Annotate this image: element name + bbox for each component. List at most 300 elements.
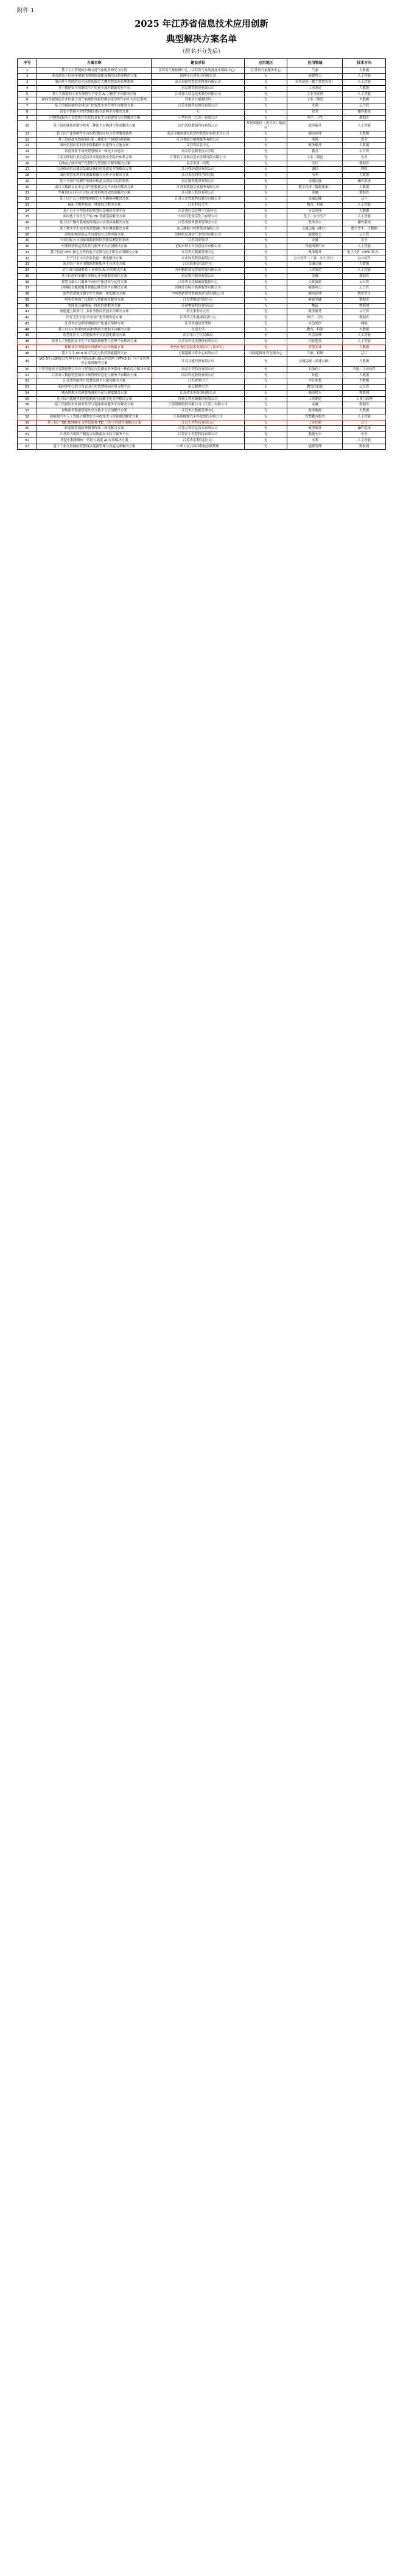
cell-solution-name: 工业互联网行业信息技术应用创新安全防护体系方案 <box>37 155 152 161</box>
cell-tech: 人工智能 <box>343 244 386 250</box>
cell-field: 能源 <box>287 137 343 143</box>
cell-solution-name: 基于国产 TJB DD00-5 分控仪器和 TJC 工控子控制终端解决方案 <box>37 420 152 426</box>
cell-tech: 大数据 <box>343 97 386 103</box>
table-row <box>18 344 386 351</box>
cell-region: 无 <box>244 315 287 321</box>
cell-unit: 国昌科技股份有限公司 <box>152 372 245 379</box>
cell-region: 无 <box>244 432 287 438</box>
cell-field: 金融 <box>287 273 343 279</box>
cell-tech: 操作系统 <box>343 426 386 432</box>
cell-index: 30 <box>18 244 37 250</box>
cell-tech: 操作系统 <box>343 109 386 115</box>
cell-solution-name: 基于信创的金融行业核心业务数据库替代方案 <box>37 273 152 279</box>
table-row <box>18 333 386 339</box>
cell-index: 19 <box>18 178 37 184</box>
cell-tech: 数据库 <box>343 273 386 279</box>
cell-unit: 苏州物流科技有限公司 <box>152 303 245 309</box>
cell-field: 化工／安全生产 <box>287 214 343 220</box>
cell-index: 50 <box>18 366 37 372</box>
page-title-line1: 2025 年江苏省信息技术应用创新 <box>135 19 268 29</box>
cell-unit: 江苏安科技术股份有限公司 <box>152 339 245 345</box>
cell-region: 无 <box>244 149 287 155</box>
cell-solution-name: 车联网智联运营监控与服务平台信创解决方案 <box>37 244 152 250</box>
cell-tech: 人工智能 <box>343 268 386 274</box>
cell-unit: 江苏江宁智慧科技有限公司 <box>152 432 245 438</box>
cell-field: 交通运输（港口） <box>287 226 343 232</box>
cell-region: 无 <box>244 256 287 262</box>
cell-tech: 安全 <box>343 238 386 244</box>
cell-field: 交通运输 <box>287 262 343 268</box>
cell-unit: 中国石化南京化工有限公司 <box>152 214 245 220</box>
cell-field: 智慧教育服务 <box>287 414 343 420</box>
cell-index: 35 <box>18 273 37 279</box>
cell-field: 数据安全 <box>287 432 343 438</box>
table-row <box>18 279 386 285</box>
cell-unit: 国网江苏综合能源服务有限公司 <box>152 285 245 291</box>
cell-tech: 大数据 <box>343 408 386 414</box>
cell-unit: 江苏云智信息技术有限公司 <box>152 426 245 432</box>
cell-index: 16 <box>18 161 37 167</box>
cell-field: 政务服务 <box>287 250 343 256</box>
table-row <box>18 226 386 232</box>
cell-index: 15 <box>18 155 37 161</box>
cell-region: 无 <box>244 327 287 333</box>
cell-unit: 无锡车联天下信息技术有限公司 <box>152 244 245 250</box>
table-row <box>18 385 386 391</box>
cell-index: 12 <box>18 137 37 143</box>
cell-solution-name: 省级政务数据资源共享交换平台信创解决方案 <box>37 408 152 414</box>
cell-unit: 永中软件股份有限公司 <box>152 256 245 262</box>
cell-tech: 芯片 <box>343 420 386 426</box>
cell-index: 57 <box>18 408 37 414</box>
cell-index: 8 <box>18 109 37 115</box>
table-row <box>18 321 386 327</box>
cell-region: 无 <box>244 184 287 190</box>
cell-tech: 大数据 <box>343 344 386 351</box>
cell-field: 交通运输 <box>287 178 343 184</box>
cell-unit: 江苏省文化和旅游数据中心 <box>152 279 245 285</box>
cell-unit: 江苏省综合能源服务有限公司 <box>152 137 245 143</box>
cell-tech: 大数据 <box>343 85 386 91</box>
table-row <box>18 262 386 268</box>
cell-tech: 人工智能 <box>343 74 386 80</box>
cell-field: 能源电力 <box>287 232 343 238</box>
column-header-index: 序号 <box>18 59 37 68</box>
cell-region: 无 <box>244 344 287 351</box>
cell-index: 24 <box>18 208 37 214</box>
cell-region: 无 <box>244 137 287 143</box>
cell-field: 政务 <box>287 109 343 115</box>
cell-solution-name: 智慧水利流域统一管控与调度 AI 应用解决方案 <box>37 438 152 444</box>
cell-unit: 苏州精锐视觉智能科技有限公司 <box>152 268 245 274</box>
cell-solution-name: 江苏省当用国产制造交易数据安全综合服务平台 <box>37 432 152 438</box>
column-header-tech: 技术方向 <box>343 59 386 68</box>
cell-region: 无 <box>244 366 287 372</box>
cell-unit: 国网江苏省电力有限公司 <box>152 74 245 80</box>
cell-field: 能源电力 <box>287 285 343 291</box>
cell-region: 无 <box>244 321 287 327</box>
cell-unit: 无 <box>152 109 245 115</box>
cell-region: 无 <box>244 379 287 385</box>
cell-field: 社会治理 <box>287 333 343 339</box>
table-row <box>18 244 386 250</box>
cell-region: 国家超级计算无锡中心 <box>244 351 287 357</box>
cell-region: 无 <box>244 408 287 414</box>
cell-field: 水利 <box>287 103 343 110</box>
table-row <box>18 379 386 385</box>
column-header-name: 方案名称 <box>37 59 152 68</box>
cell-tech: 工业互联网 <box>343 396 386 402</box>
cell-unit: 南京地铁集团有限公司 <box>152 178 245 184</box>
cell-unit: 江苏省卫生健康信息中心 <box>152 315 245 321</box>
cell-index: 13 <box>18 143 37 149</box>
cell-solution-name: 国家电网信创云平台建设与迁移实施方案 <box>37 232 152 238</box>
cell-region: 无 <box>244 291 287 298</box>
cell-unit: 江苏省水务集团有限公司 <box>152 390 245 396</box>
table-row <box>18 137 386 143</box>
cell-index: 45 <box>18 333 37 339</box>
cell-field: 水利 <box>287 438 343 444</box>
cell-unit: 江苏省信息中心 <box>152 143 245 149</box>
table-row <box>18 303 386 309</box>
cell-unit: 苏州市计量测试院 <box>152 97 245 103</box>
cell-region: 无 <box>244 426 287 432</box>
cell-unit: 江苏省大数据管理中心 <box>152 250 245 256</box>
cell-solution-name: 财务管理国产化替代与智能核算解决方案 <box>37 297 152 303</box>
cell-region: 无 <box>244 97 287 103</box>
table-row <box>18 131 386 137</box>
cell-solution-name: 无线电子病历国产化替代与智慧医疗服务解决方案 <box>37 161 152 167</box>
cell-solution-name: 基于数字孪生技术的智慧港口作业调度解决方案 <box>37 226 152 232</box>
cell-tech: 人工智能 <box>343 121 386 131</box>
cell-field: 医疗、卫生 <box>287 115 343 121</box>
cell-tech: 安全 <box>343 432 386 438</box>
table-header-row <box>18 59 386 68</box>
table-row <box>18 357 386 367</box>
table-row <box>18 178 386 184</box>
cell-unit: 江苏省大数据管理中心 <box>152 408 245 414</box>
cell-tech: 芯片 <box>343 351 386 357</box>
solutions-table <box>17 58 386 450</box>
cell-solution-name: 面向智能制造企业的基于国产软硬件体系的数字化管理平台中台信息系统 <box>37 97 152 103</box>
cell-region: 无 <box>244 232 287 238</box>
cell-unit: 江苏新能源汽车科技股份有限公司 <box>152 414 245 420</box>
cell-unit: 江苏省工业和信息安全研究院有限公司 <box>152 155 245 161</box>
cell-unit: 南京市第一医院 <box>152 161 245 167</box>
cell-unit: 江苏天安智联科技股份有限公司 <box>152 197 245 203</box>
cell-tech: 数据库 <box>343 190 386 197</box>
cell-solution-name: 基于数据安全的钢铁生产质量全流程数据管控平台 <box>37 85 152 91</box>
cell-region: 无 <box>244 85 287 91</box>
cell-tech: 电子文件（OFD 版式） <box>343 250 386 256</box>
cell-unit: 中电科新型智慧城市研究院有限公司 <box>152 291 245 298</box>
cell-index: 58 <box>18 414 37 420</box>
cell-tech: 大数据 <box>343 173 386 179</box>
cell-index: 5 <box>18 91 37 97</box>
cell-field: 金融 <box>287 190 343 197</box>
page-title-line2: 典型解决方案名单 <box>166 34 237 45</box>
cell-field: 文化旅游 <box>287 279 343 285</box>
cell-solution-name: 新能源汽车人工智能大模型安全可控技术与智能制造解决方案 <box>37 414 152 420</box>
cell-unit: 江苏省应急管理厅信息中心 <box>152 208 245 214</box>
cell-unit: 中华人民共和国科技创新集团 <box>152 444 245 450</box>
cell-solution-name: 面向化工安全生产的 HK 智能巡检解决方案 <box>37 214 152 220</box>
cell-tech: 大数据 <box>343 379 386 385</box>
cell-field: 工业控制 <box>287 420 343 426</box>
cell-region: 无 <box>244 333 287 339</box>
table-row <box>18 291 386 298</box>
cell-solution-name: 要求人工智能的安全生产在线监测预警与管理平台解决方案 <box>37 339 152 345</box>
cell-tech: 人工智能 <box>343 80 386 86</box>
table-row <box>18 285 386 291</box>
cell-solution-name: 海事信产业应用数据智能服务平台建设方案 <box>37 262 152 268</box>
table-row <box>18 256 386 262</box>
table-row <box>18 414 386 420</box>
cell-index: 43 <box>18 321 37 327</box>
table-row <box>18 214 386 220</box>
cell-region: 无 <box>244 190 287 197</box>
cell-tech: 云计算 <box>343 232 386 238</box>
table-row <box>18 366 386 372</box>
cell-index: 9 <box>18 115 37 121</box>
cell-region: 无 <box>244 262 287 268</box>
cell-field: 工业制造 <box>287 85 343 91</box>
cell-tech: 人工智能 <box>343 202 386 208</box>
cell-index: 51 <box>18 372 37 379</box>
cell-tech: 安全 <box>343 155 386 161</box>
cell-field: 数字经济（数据要素） <box>287 184 343 190</box>
cell-solution-name: 基于信创体系的数字政务一体化平台构建与集成解决方案 <box>37 121 152 131</box>
cell-index: 31 <box>18 250 37 256</box>
table-row <box>18 268 386 274</box>
cell-field: 石油化工 <box>287 366 343 372</box>
cell-index: 53 <box>18 385 37 391</box>
table-row <box>18 408 386 414</box>
table-row <box>18 149 386 155</box>
cell-unit: 机关事务办公室 <box>152 309 245 315</box>
cell-unit: 南京市城市建设投资控股集团有限责任公司 <box>152 131 245 137</box>
cell-solution-name: 面向多中心的分布式国产化智慧校园应用支撑平台 <box>37 385 152 391</box>
cell-region: 无 <box>244 268 287 274</box>
cell-unit: 江苏省政务服务管理办公室 <box>152 220 245 226</box>
cell-tech: 数据库 <box>343 161 386 167</box>
cell-tech: 大数据 <box>343 143 386 149</box>
cell-index: 18 <box>18 173 37 179</box>
cell-solution-name: 智能化仓储物流一体化信创解决方案 <box>37 303 152 309</box>
cell-field: 财政金融 <box>287 297 343 303</box>
cell-region: 无 <box>244 309 287 315</box>
column-header-region: 应用地区 <box>244 59 287 68</box>
cell-index: 14 <box>18 149 37 155</box>
cell-field: 审计监督 <box>287 379 343 385</box>
table-row <box>18 68 386 74</box>
cell-region: 无 <box>244 285 287 291</box>
cell-region: 无 <box>244 238 287 244</box>
table-row <box>18 85 386 91</box>
cell-index: 32 <box>18 256 37 262</box>
cell-field: 交通运输 <box>287 197 343 203</box>
cell-unit: 江苏移动通信有限公司 <box>152 167 245 173</box>
cell-unit: 江苏海事局信息中心 <box>152 262 245 268</box>
cell-solution-name: 基于国产芯片的智能网联汽车车路协同解决方案 <box>37 197 152 203</box>
cell-unit: 江苏银联股份有限公司（江苏）有限公司 <box>152 402 245 408</box>
cell-tech: 大数据 <box>343 357 386 367</box>
cell-region: 无 <box>244 208 287 214</box>
cell-index: 33 <box>18 262 37 268</box>
table-row <box>18 444 386 450</box>
cell-solution-name: 国网综合能源服务智能运维管控平台解决方案 <box>37 285 152 291</box>
table-row <box>18 208 386 214</box>
cell-solution-name: IAS 智行公路综合管理平台应用的高速公路运营管理（VTHS.5）与产业管理中心系统解决方案 <box>37 357 152 367</box>
cell-index: 48 <box>18 351 37 357</box>
cell-index: 11 <box>18 131 37 137</box>
cell-index: 37 <box>18 285 37 291</box>
cell-tech: 人工智能 <box>343 414 386 420</box>
cell-region: 苏州高新区（虎丘区）数据局 <box>244 121 287 131</box>
cell-solution-name: 基于大数据的工业互联网生产安全 AI 大模型平台解决方案 <box>37 91 152 97</box>
cell-unit: 南京易联智慧农业科技有限公司 <box>152 80 245 86</box>
cell-region: 无 <box>244 115 287 121</box>
cell-solution-name: 基于自主可控技术的智慧应急指挥管理平台 <box>37 208 152 214</box>
table-row <box>18 167 386 173</box>
cell-region: 无 <box>244 438 287 444</box>
cell-unit: 南京银行股份有限公司 <box>152 273 245 279</box>
cell-field: 气象、科研 <box>287 351 343 357</box>
table-row <box>18 250 386 256</box>
cell-region: 无 <box>244 155 287 161</box>
cell-region: 无 <box>244 202 287 208</box>
cell-index: 61 <box>18 432 37 438</box>
cell-index: 26 <box>18 220 37 226</box>
cell-tech: 操作系统 <box>343 178 386 184</box>
cell-index: 56 <box>18 402 37 408</box>
cell-index: 6 <box>18 97 37 103</box>
cell-region: 无 <box>244 420 287 426</box>
cell-field: 交通运输（高速公路） <box>287 357 343 367</box>
cell-unit: 南京信息职业技术学院 <box>152 149 245 155</box>
cell-tech: 大数据 <box>343 184 386 190</box>
cell-index: 25 <box>18 214 37 220</box>
cell-field: 城市供水 <box>287 390 343 396</box>
cell-unit: 南京市江宁区民政局 <box>152 333 245 339</box>
cell-field: 办公软件（工业、中小企业） <box>287 256 343 262</box>
cell-solution-name: HJK 大模型驱动一体化综合解决方案 <box>37 202 152 208</box>
cell-region: 无 <box>244 131 287 137</box>
cell-unit: 徐州工程机械集团有限公司 <box>152 396 245 402</box>
table-row <box>18 309 386 315</box>
table-row <box>18 238 386 244</box>
cell-solution-name: 城市供排水管网智能感知与运行调度解决方案 <box>37 390 152 396</box>
cell-region: 无 <box>244 303 287 309</box>
cell-tech: 云计算 <box>343 279 386 285</box>
cell-region: 无 <box>244 279 287 285</box>
cell-solution-name: 基于国产操作系统的终端办公应用环境解决方案 <box>37 220 152 226</box>
cell-tech: 人工智能 <box>343 339 386 345</box>
cell-index: 27 <box>18 226 37 232</box>
cell-tech: 大数据 <box>343 262 386 268</box>
cell-solution-name: 轻量级智能政务服务终端一体化解决方案 <box>37 426 152 432</box>
cell-region: 无 <box>244 91 287 97</box>
cell-index: 62 <box>18 438 37 444</box>
cell-tech: 数据库 <box>343 115 386 121</box>
cell-unit: 国汽智联数据科技有限公司 <box>152 121 245 131</box>
cell-region: 无 <box>244 178 287 184</box>
cell-index: 41 <box>18 309 37 315</box>
cell-region: 无 <box>244 396 287 402</box>
cell-region: 无 <box>244 226 287 232</box>
cell-index: 60 <box>18 426 37 432</box>
page-subtitle: （排名不分先后） <box>179 49 223 55</box>
cell-unit: 江苏省通信管理局 <box>152 321 245 327</box>
cell-solution-name: 基于全国产软硬件的城市轨道交通综合监控系统 <box>37 178 152 184</box>
cell-unit: 南京钢铁股份有限公司 <box>152 85 245 91</box>
cell-solution-name: 南京大数据交易中心国产化数据交易平台技术解决方案 <box>37 184 152 190</box>
cell-field: 其他 <box>287 372 343 379</box>
cell-region: 江苏省气象服务中心 <box>244 68 287 74</box>
cell-unit: 南京宁智科技有限公司 <box>152 366 245 372</box>
cell-solution-name: 信创环境下高校智慧校园一体化平台建设 <box>37 149 152 155</box>
table-row <box>18 438 386 444</box>
cell-field: 工业／制造 <box>287 155 343 161</box>
cell-tech: 云计算 <box>343 385 386 391</box>
cell-region: 无 <box>244 214 287 220</box>
cell-field: 农业信创（数字智慧农业） <box>287 80 343 86</box>
cell-solution-name: 医疗卫生信息平台国产化升级改造方案 <box>37 315 152 321</box>
table-row <box>18 161 386 167</box>
cell-region: 无 <box>244 250 287 256</box>
table-row <box>18 390 386 396</box>
cell-tech: 操作系统 <box>343 220 386 226</box>
cell-tech: 其他—工业软件 <box>343 366 386 372</box>
cell-field: 政务数据 <box>287 408 343 414</box>
table-row <box>18 396 386 402</box>
cell-field: 政务办公 <box>287 220 343 226</box>
cell-solution-name: 江苏省应急指挥调度国产化通信保障方案 <box>37 321 152 327</box>
cell-index: 1 <box>18 68 37 74</box>
cell-tech: 数据库 <box>343 297 386 303</box>
cell-index: 40 <box>18 303 37 309</box>
cell-unit: 江苏银行股份有限公司 <box>152 190 245 197</box>
table-row <box>18 426 386 432</box>
cell-field: 医疗、卫生 <box>287 315 343 321</box>
cell-tech: 人工智能 <box>343 333 386 339</box>
cell-solution-name: 新型智慧城市数字孪生底座一体化解决方案 <box>37 291 152 298</box>
cell-unit: 江苏省数据交易服务有限公司 <box>152 184 245 190</box>
cell-solution-name: 江苏省智能审计智慧监督平台建设解决方案 <box>37 379 152 385</box>
cell-unit: 江苏省水利信息中心 <box>152 438 245 444</box>
attachment-label: 附件 1 <box>17 8 35 14</box>
cell-unit: 江苏水源科技股份有限公司 <box>152 103 245 110</box>
cell-region: 无 <box>244 197 287 203</box>
cell-index: 22 <box>18 197 37 203</box>
table-row <box>18 173 386 179</box>
cell-field: 城市治理 <box>287 291 343 298</box>
cell-unit: 江苏省气象探测中心（江苏省气象装备技术保障中心） <box>152 68 245 74</box>
cell-unit: 江苏省审计厅 <box>152 379 245 385</box>
table-row <box>18 315 386 321</box>
cell-solution-name: 小型科技服务于智慧医疗医院信息化平台的建设与应用解决方案 <box>37 115 152 121</box>
cell-solution-name: 宁智智能高于易数据整合中台与智能运行监测及业务系统一体化综合解决方案 <box>37 366 152 372</box>
cell-index: 63 <box>18 444 37 450</box>
cell-region: 无 <box>244 80 287 86</box>
cell-unit: 江苏省财政信息中心 <box>152 297 245 303</box>
cell-tech: 云计算 <box>343 285 386 291</box>
cell-solution-name: 基于国产软硬件的智能制造车间数字化管控解决方案 <box>37 396 152 402</box>
cell-unit: 江苏国金集团 <box>152 238 245 244</box>
cell-tech: 云计算 <box>343 309 386 315</box>
cell-region: 无 <box>244 402 287 408</box>
document-page <box>0 0 403 462</box>
